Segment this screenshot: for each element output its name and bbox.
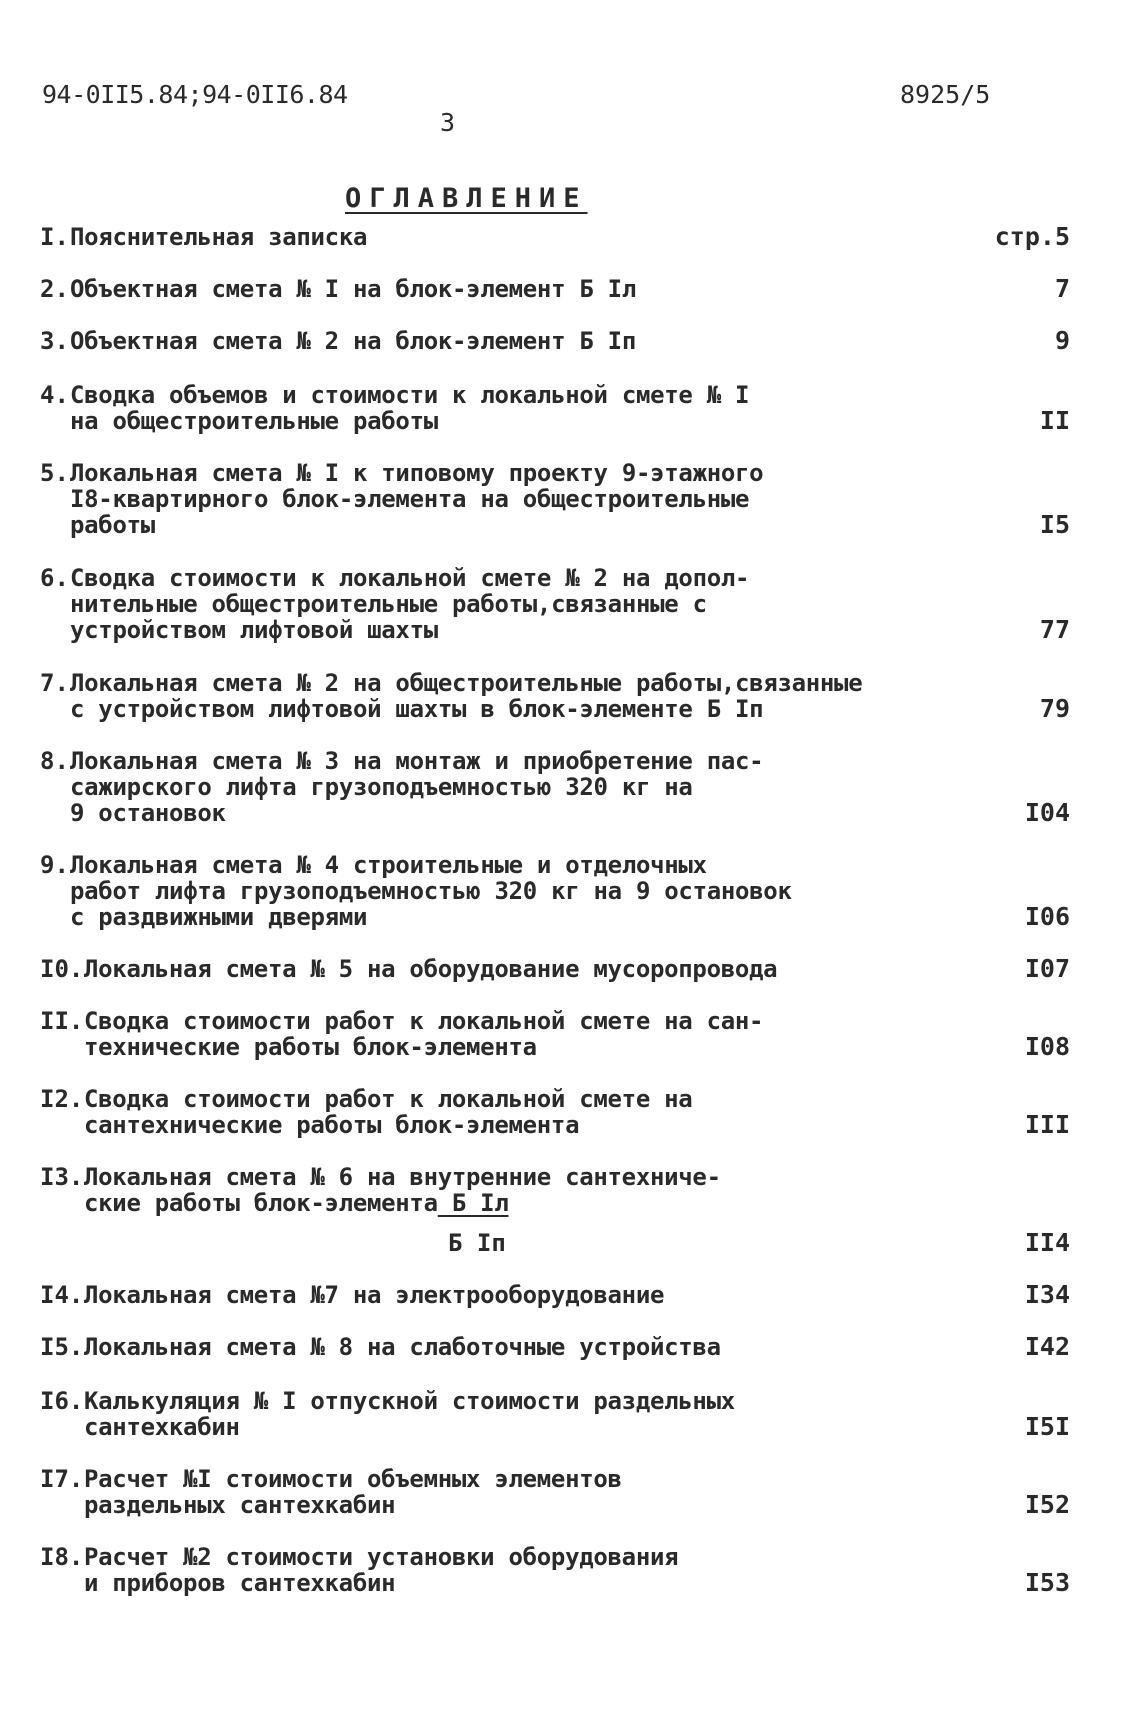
toc-entry-title-line: I8-квартирного блок-элемента на общестроительные: [70, 485, 750, 513]
toc-entry-title: [84, 1086, 692, 1138]
toc-entry-variant: Б Iл: [437, 1189, 509, 1217]
toc-entry-page: I42: [1024, 1332, 1070, 1361]
toc-entry-number: I4.: [40, 1281, 84, 1309]
toc-entry-title: [70, 460, 763, 538]
toc-entry-title-line: Локальная смета № 5 на оборудование мусоропровода: [84, 955, 778, 983]
toc-entry-number: 6.: [40, 564, 69, 592]
toc-entry-title-line: сантехкабин: [84, 1413, 240, 1441]
toc-entry-number: I2.: [40, 1085, 84, 1113]
toc-entry-page: I5: [1039, 510, 1070, 539]
toc-entry-title-line: сажирского лифта грузоподъемностью 320 кг на: [70, 773, 693, 801]
toc-entry-title-line: Локальная смета № 2 на общестроительные работы,связанные: [70, 669, 863, 697]
toc-entry-page: 79: [1039, 694, 1070, 723]
toc-entry-title: [70, 276, 636, 302]
toc-entry-title: [84, 1334, 721, 1360]
toc-entry-number: 8.: [40, 747, 69, 775]
toc-entry-title-line: Сводка стоимости работ к локальной смете на: [84, 1085, 693, 1113]
toc-entry-title-line: Расчет №2 стоимости установки оборудования: [84, 1543, 679, 1571]
toc-entry-page: 9: [1054, 326, 1070, 355]
toc-entry-title-line: 9 остановок: [70, 799, 226, 827]
toc-entry-page: I34: [1024, 1280, 1070, 1309]
toc-entry-number: 7.: [40, 669, 69, 697]
toc-entry-number: 9.: [40, 851, 69, 879]
toc-entry-title-line: работы: [70, 511, 155, 539]
toc-entry-page: II4: [1024, 1228, 1070, 1257]
toc-entry-page: I08: [1024, 1032, 1070, 1061]
toc-entry-title-line: Сводка стоимости работ к локальной смете на сан-: [84, 1007, 764, 1035]
toc-entry-number: I6.: [40, 1387, 84, 1415]
toc-entry-title-line: Объектная смета № I на блок-элемент Б Iл: [70, 275, 636, 303]
toc-entry-title: [84, 956, 777, 982]
toc-entry-title: [70, 748, 763, 826]
toc-entry-page: I53: [1024, 1568, 1070, 1597]
toc-entry-title-line: Локальная смета № 4 строительные и отделочных: [70, 851, 707, 879]
page-title: ОГЛАВЛЕНИЕ: [345, 183, 588, 214]
toc-entry-page: II: [1039, 406, 1070, 435]
toc-entry-title: [70, 224, 367, 250]
toc-entry-title-line: Объектная смета № 2 на блок-элемент Б Iп: [70, 327, 636, 355]
toc-entry-page: I5I: [1024, 1412, 1070, 1441]
toc-entry-page: 7: [1054, 274, 1070, 303]
document-number: 8925/5: [900, 80, 991, 109]
toc-entry-title-line: ские работы блок-элемента Б Iл: [84, 1189, 509, 1217]
toc-entry-number: 4.: [40, 381, 69, 409]
toc-entry-title-line: нительные общестроительные работы,связанные с: [70, 590, 707, 618]
toc-entry-page: I04: [1024, 798, 1070, 827]
page-number: 3: [440, 108, 456, 137]
toc-entry-title-line: Локальная смета №7 на электрооборудование: [84, 1281, 665, 1309]
toc-entry-title: [84, 1388, 735, 1440]
toc-entry-title-line: работ лифта грузоподъемностью 320 кг на 9 остановок: [70, 877, 792, 905]
toc-entry-title-line: Расчет №I стоимости объемных элементов: [84, 1465, 622, 1493]
toc-entry-title-line: с раздвижными дверями: [70, 903, 368, 931]
toc-entry-title-line: Локальная смета № 8 на слаботочные устройства: [84, 1333, 721, 1361]
toc-entry-title-line: Локальная смета № 3 на монтаж и приобретение пас-: [70, 747, 764, 775]
toc-entry-title-line: Калькуляция № I отпускной стоимости раздельных: [84, 1387, 735, 1415]
toc-entry-page: III: [1024, 1110, 1070, 1139]
toc-entry-title-line: Локальная смета № 6 на внутренние сантехниче-: [84, 1163, 721, 1191]
toc-entry-title: [70, 670, 862, 722]
toc-entry-page: стр.5: [994, 222, 1070, 251]
toc-entry-title: [84, 1544, 678, 1596]
toc-entry-title: [70, 382, 749, 434]
toc-entry-title-line: Пояснительная записка: [70, 223, 368, 251]
toc-entry-title-line: технические работы блок-элемента: [84, 1033, 537, 1061]
document-codes: 94-0II5.84;94-0II6.84: [42, 80, 348, 109]
toc-entry-title-line: и приборов сантехкабин: [84, 1569, 396, 1597]
toc-entry-number: I0.: [40, 955, 84, 983]
toc-entry-page: I52: [1024, 1490, 1070, 1519]
toc-entry-title-line: раздельных сантехкабин: [84, 1491, 396, 1519]
toc-entry-number: II.: [40, 1007, 84, 1035]
toc-entry-title-line: сантехнические работы блок-элемента: [84, 1111, 580, 1139]
toc-entry-title: [84, 1008, 763, 1060]
toc-entry-number: I7.: [40, 1465, 84, 1493]
toc-entry-title-line: устройством лифтовой шахты: [70, 616, 438, 644]
toc-entry-number: 2.: [40, 275, 69, 303]
toc-entry-title-line: Сводка стоимости к локальной смете № 2 на допол-: [70, 564, 750, 592]
toc-entry-variant: Б Iп: [448, 1229, 506, 1257]
toc-entry-title-line: с устройством лифтовой шахты в блок-элементе Б Iп: [70, 695, 764, 723]
toc-entry-page: 77: [1039, 615, 1070, 644]
toc-entry-title: [70, 852, 792, 930]
toc-entry-number: 3.: [40, 327, 69, 355]
toc-entry-number: I3.: [40, 1163, 84, 1191]
toc-entry-title: [70, 565, 749, 643]
toc-entry-number: I8.: [40, 1543, 84, 1571]
toc-entry-title: [84, 1466, 622, 1518]
toc-entry-page: I07: [1024, 954, 1070, 983]
toc-entry-number: 5.: [40, 459, 69, 487]
toc-entry-title: [70, 328, 636, 354]
toc-entry-number: I.: [40, 223, 69, 251]
toc-entry-title-line: Сводка объемов и стоимости к локальной смете № I: [70, 381, 750, 409]
toc-entry-number: I5.: [40, 1333, 84, 1361]
toc-entry-title-line: Локальная смета № I к типовому проекту 9-этажного: [70, 459, 764, 487]
toc-entry-title: [84, 1282, 664, 1308]
toc-entry-page: I06: [1024, 902, 1070, 931]
toc-entry-title: [84, 1164, 721, 1216]
toc-entry-title-line: на общестроительные работы: [70, 407, 438, 435]
